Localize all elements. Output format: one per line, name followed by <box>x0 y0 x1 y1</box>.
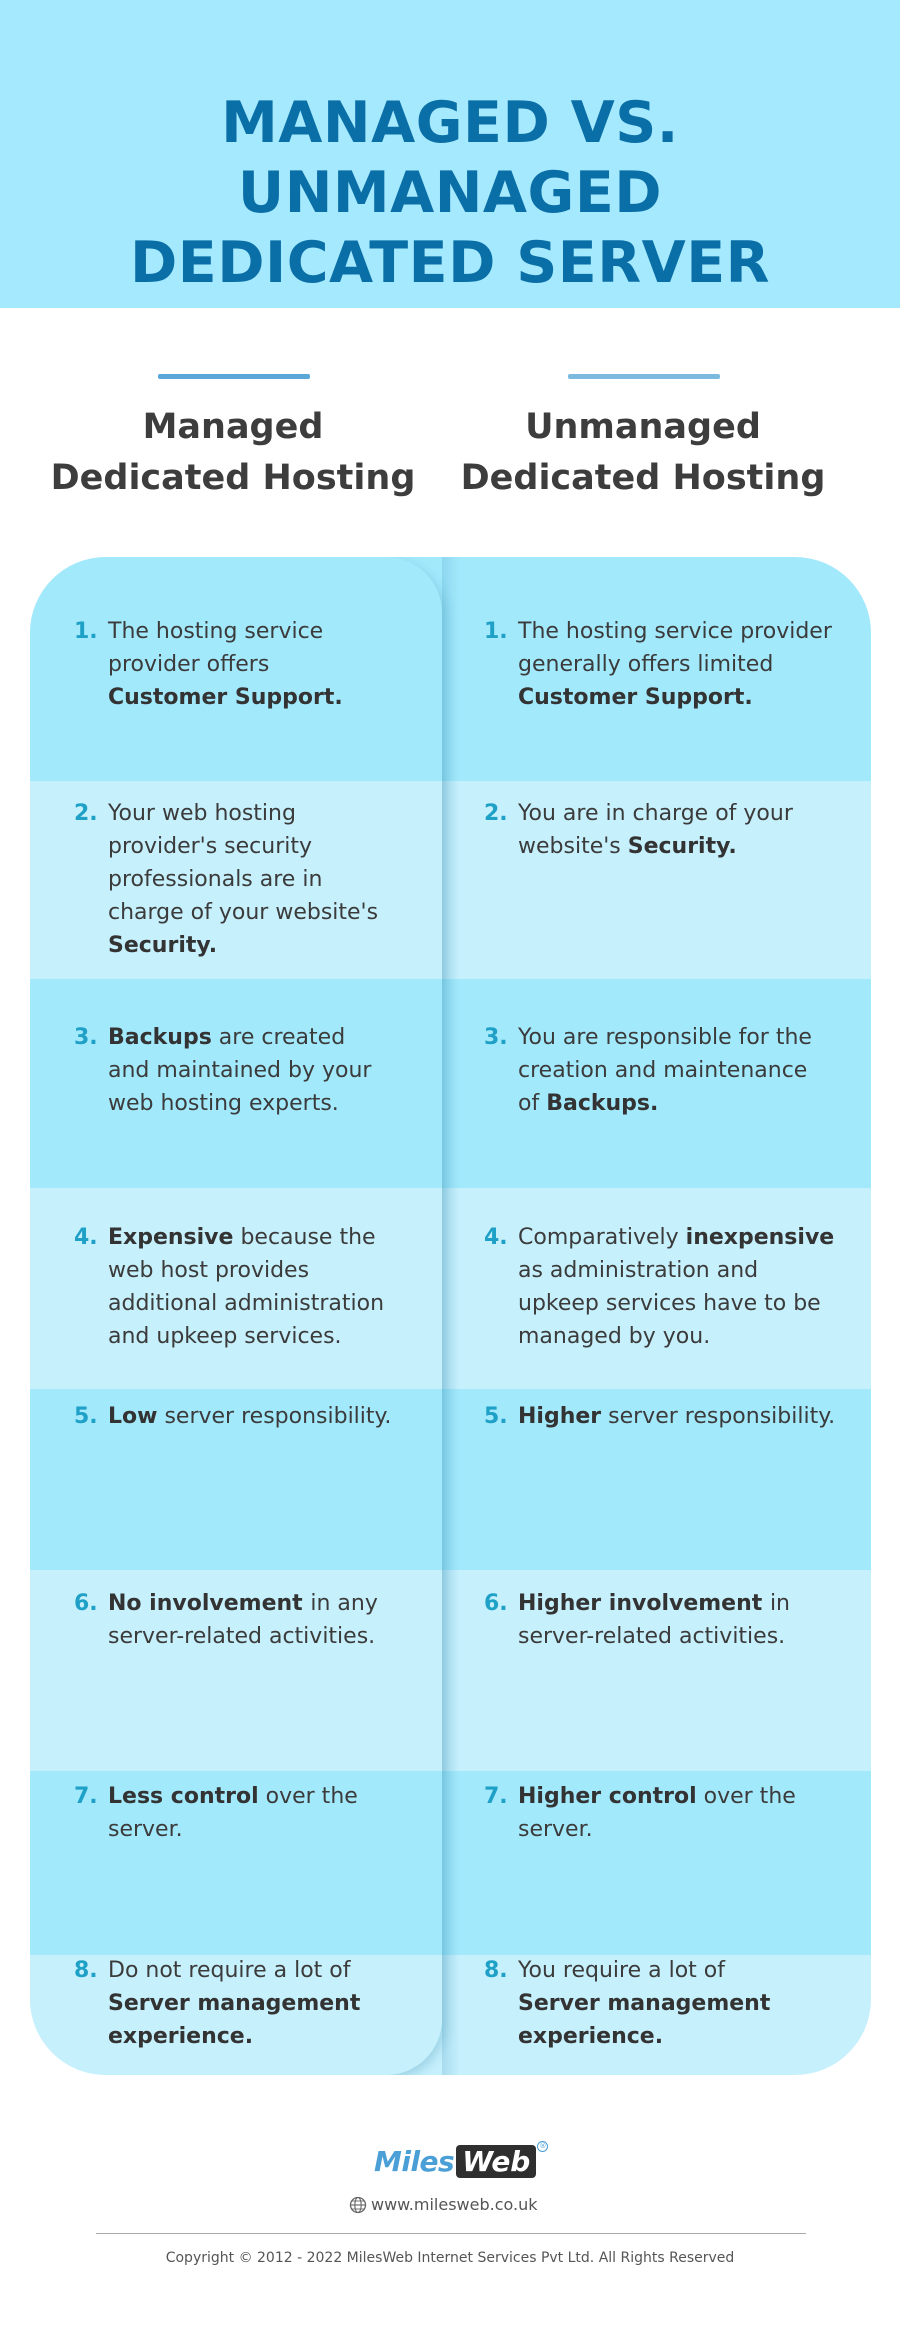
managed-point-6 <box>74 1587 444 1653</box>
unmanaged-point-2 <box>484 797 854 863</box>
unmanaged-point-8 <box>484 1954 854 2053</box>
point-text: Higher server responsibility. <box>518 1404 836 1429</box>
managed-point-8 <box>74 1954 444 2053</box>
managed-point-5 <box>74 1400 444 1433</box>
managed-point-4 <box>74 1221 444 1353</box>
point-text: The hosting service provider offers Customer Support. <box>108 619 343 710</box>
unmanaged-point-4 <box>484 1221 854 1353</box>
list-number: 6. <box>484 1591 508 1616</box>
point-text: Do not require a lot of Server management experience. <box>108 1958 361 2049</box>
list-number: 4. <box>484 1225 508 1250</box>
column-divider-shadow <box>442 557 460 2075</box>
milesweb-logo[interactable]: Miles Web ® <box>374 2142 547 2178</box>
list-number: 5. <box>484 1404 508 1429</box>
copyright-text: Copyright © 2012 - 2022 MilesWeb Internet Services Pvt Ltd. All Rights Reserved <box>165 2250 735 2266</box>
title-line-2: DEDICATED SERVER <box>129 230 771 296</box>
managed-point-1 <box>74 615 444 714</box>
website-link[interactable]: www.milesweb.co.uk <box>349 2194 538 2216</box>
point-text: You are responsible for the creation and maintenance of Backups. <box>518 1025 812 1116</box>
unmanaged-point-6 <box>484 1587 854 1653</box>
globe-icon <box>349 2196 367 2214</box>
list-number: 3. <box>484 1025 508 1050</box>
unmanaged-point-7 <box>484 1780 854 1846</box>
unmanaged-accent-bar <box>568 374 720 379</box>
list-number: 7. <box>74 1784 98 1809</box>
list-number: 8. <box>74 1958 98 1983</box>
point-text: Your web hosting provider's security professionals are in charge of your website's Security. <box>108 801 379 958</box>
unmanaged-point-3 <box>484 1021 854 1120</box>
list-number: 6. <box>74 1591 98 1616</box>
unmanaged-column-heading: Unmanaged Dedicated Hosting <box>460 407 826 498</box>
point-text: The hosting service provider generally offers limited Customer Support. <box>518 619 832 710</box>
comparison-table <box>30 557 871 2075</box>
page-title <box>0 88 900 298</box>
point-text: Less control over the server. <box>108 1784 358 1842</box>
managed-column-heading: Managed Dedicated Hosting <box>50 407 416 498</box>
list-number: 4. <box>74 1225 98 1250</box>
unmanaged-point-5 <box>484 1400 854 1433</box>
managed-point-7 <box>74 1780 444 1846</box>
point-text: Higher control over the server. <box>518 1784 796 1842</box>
point-text: No involvement in any server-related activities. <box>108 1591 378 1649</box>
unmanaged-point-1 <box>484 615 854 714</box>
point-text: Low server responsibility. <box>108 1404 392 1429</box>
managed-point-2 <box>74 797 444 962</box>
list-number: 3. <box>74 1025 98 1050</box>
list-number: 1. <box>484 619 508 644</box>
point-text: Expensive because the web host provides additional administration and upkeep services. <box>108 1225 385 1349</box>
list-number: 8. <box>484 1958 508 1983</box>
managed-point-3 <box>74 1021 444 1120</box>
managed-accent-bar <box>158 374 310 379</box>
list-number: 2. <box>484 801 508 826</box>
hero-banner <box>0 0 900 308</box>
point-text: You require a lot of Server management experience. <box>518 1958 771 2049</box>
title-line-1: MANAGED VS. UNMANAGED <box>221 90 679 226</box>
point-text: Higher involvement in server-related activities. <box>518 1591 790 1649</box>
list-number: 5. <box>74 1404 98 1429</box>
list-number: 1. <box>74 619 98 644</box>
point-text: You are in charge of your website's Security. <box>518 801 793 859</box>
registered-mark: ® <box>539 2142 547 2150</box>
list-number: 7. <box>484 1784 508 1809</box>
point-text: Comparatively inexpensive as administration and upkeep services have to be managed by you. <box>518 1225 835 1349</box>
list-number: 2. <box>74 801 98 826</box>
point-text: Backups are created and maintained by your web hosting experts. <box>108 1025 372 1116</box>
footer-divider <box>96 2233 806 2234</box>
